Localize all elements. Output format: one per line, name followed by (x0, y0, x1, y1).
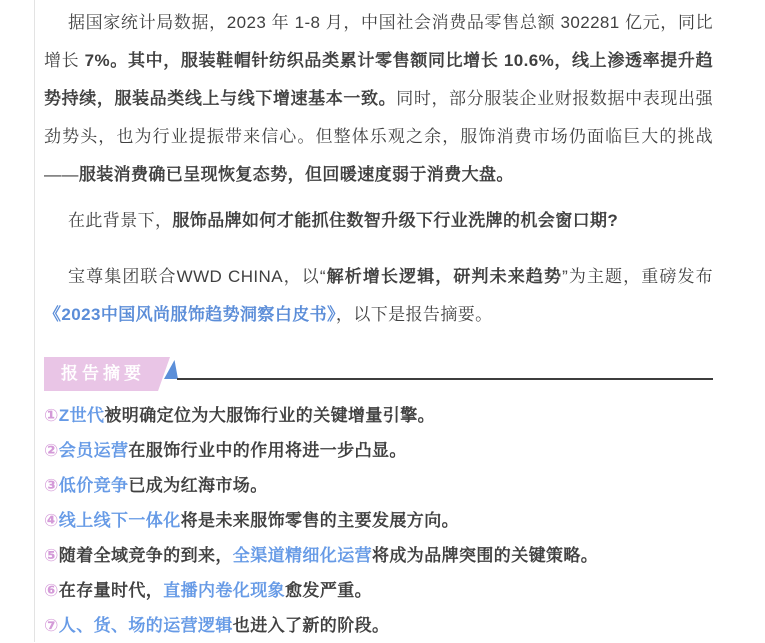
summary-list (44, 398, 713, 643)
item-number: ④ (44, 511, 59, 530)
item-post: 将成为品牌突围的关键策略。 (372, 546, 599, 565)
item-keyword: 会员运营 (58, 441, 129, 460)
section-banner (44, 357, 713, 391)
list-item (44, 608, 713, 643)
paragraph-question (44, 202, 713, 240)
item-post: 已成为红海市场。 (128, 476, 268, 495)
p2-regular: 在此背景下， (68, 211, 173, 230)
item-pre: 在存量时代， (58, 581, 164, 600)
p1-bold-1: 7%。其中，服装鞋帽针纺织品类累计零售额同比增长 10.6%，线上渗透率提升趋势持续，服装品类线上与线下增速基本一致。 (44, 51, 713, 108)
item-number: ② (44, 441, 59, 460)
p3-bold: 解析增长逻辑，研判未来趋势 (325, 267, 563, 286)
list-item (44, 538, 713, 573)
item-post: 在服饰行业中的作用将进一步凸显。 (128, 441, 407, 460)
item-number: ⑦ (44, 616, 59, 635)
p1-regular-1: 据国家统计局数据，2023 年 1-8 月，中国社会消费品零售总额 302281 亿元，同比增长 (44, 13, 713, 70)
p2-bold: 服饰品牌如何才能抓住数智升级下行业洗牌的机会窗口期? (172, 211, 619, 230)
item-keyword: 直播内卷化现象 (163, 581, 286, 600)
banner-rule-line (177, 378, 713, 380)
item-keyword: 线上线下一体化 (58, 511, 181, 530)
p3-regular-3: ，以下是报告摘要。 (335, 305, 493, 324)
item-post: 愈发严重。 (285, 581, 373, 600)
item-number: ⑤ (44, 546, 59, 565)
item-keyword: 人、货、场的运营逻辑 (58, 616, 233, 635)
p3-regular-1: 宝尊集团联合WWD CHINA，以“ (68, 267, 326, 286)
p1-regular-2: 同时，部分服装企业财报数据中表现出强劲势头，也为行业提振带来信心。但整体乐观之余，服饰消费市场仍面临巨大的挑战—— (44, 89, 714, 184)
whitepaper-link[interactable]: 《2023中国风尚服饰趋势洞察白皮书》 (44, 305, 336, 324)
list-item (44, 398, 713, 433)
paragraph-whitepaper (44, 258, 713, 334)
paragraph-retail-stats (44, 4, 713, 194)
p1-bold-2: 服装消费确已呈现恢复态势，但回暖速度弱于消费大盘。 (78, 165, 514, 184)
item-keyword: 低价竞争 (58, 476, 129, 495)
item-keyword: 全渠道精细化运营 (232, 546, 372, 565)
list-item (44, 573, 713, 608)
article-body (34, 0, 765, 642)
item-number: ③ (44, 476, 59, 495)
section-title: 报告摘要 (61, 364, 145, 383)
item-pre: 随着全域竞争的到来， (58, 546, 233, 565)
item-number: ⑥ (44, 581, 59, 600)
list-item (44, 468, 713, 503)
item-post: 被明确定位为大服饰行业的关键增量引擎。 (104, 406, 435, 425)
item-number: ① (44, 406, 59, 425)
item-post: 也进入了新的阶段。 (232, 616, 390, 635)
item-post: 将是未来服饰零售的主要发展方向。 (180, 511, 460, 530)
list-item (44, 433, 713, 468)
list-item (44, 503, 713, 538)
p3-regular-2: ”为主题，重磅发布 (562, 267, 713, 286)
item-keyword: Z世代 (58, 406, 105, 425)
